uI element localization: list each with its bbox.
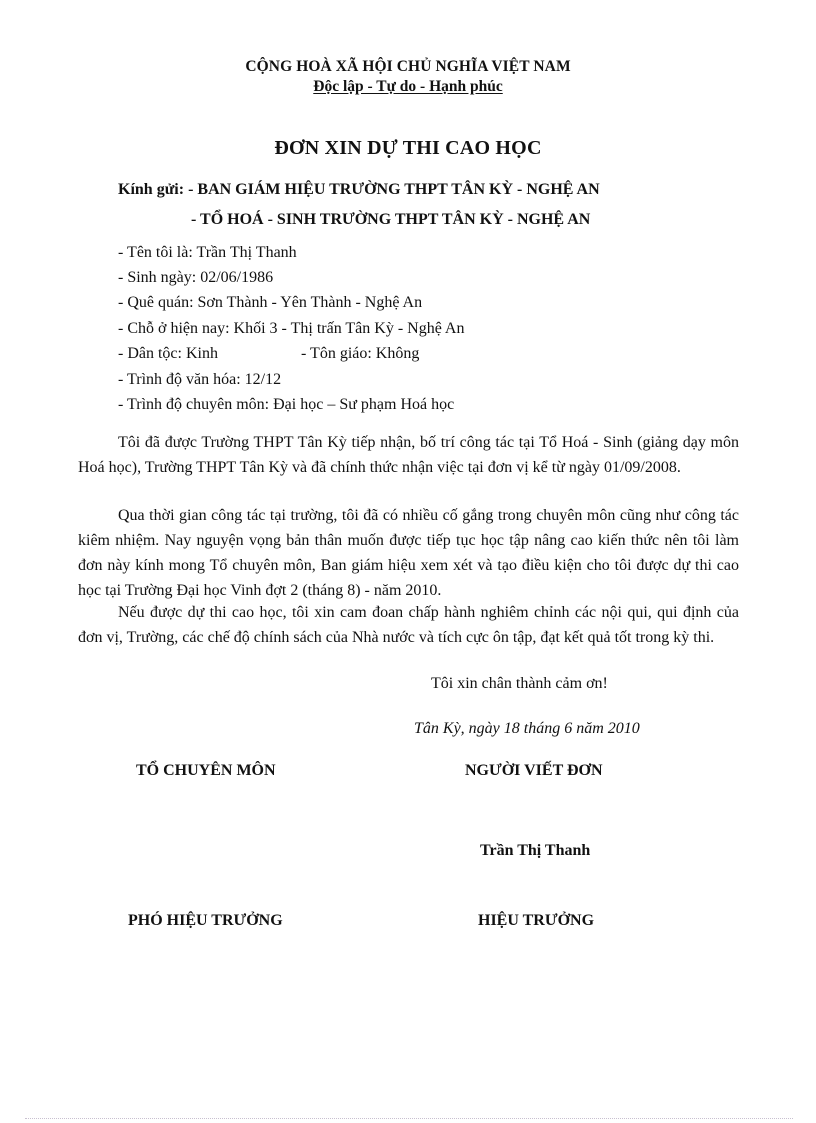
motto-text: Độc lập - Tự do - Hạnh phúc — [313, 78, 503, 95]
national-motto — [0, 78, 816, 96]
vice-principal-title: PHÓ HIỆU TRƯỞNG — [128, 912, 283, 929]
paragraph-2-text: Qua thời gian công tác tại trường, tôi đã có nhiều cố gắng trong chuyên môn cũng như công tác kiêm nhiệm. Nay nguyện vọng bản thân muốn được tiếp tục học tập nâng cao kiến thức nên tôi làm đơn này kính mong Tổ chuyên môn, Ban giám hiệu xem xét và tạo điều kiện cho tôi được dự thi cao học tại Trường Đại học Vinh đợt 2 (tháng 8) - năm 2010. — [78, 507, 739, 599]
department-head-title: TỔ CHUYÊN MÔN — [136, 762, 276, 779]
applicant-title: NGƯỜI VIẾT ĐƠN — [465, 762, 603, 779]
body-paragraph-2 — [78, 503, 739, 603]
body-paragraph-1 — [78, 430, 739, 480]
principal-title: HIỆU TRƯỞNG — [478, 912, 595, 929]
paragraph-1-text: Tôi đã được Trường THPT Tân Kỳ tiếp nhận, bố trí công tác tại Tổ Hoá - Sinh (giảng dạy môn Hoá học), Trường THPT Tân Kỳ và đã chính thức nhận việc tại đơn vị kể từ ngày 01/09/2008. — [78, 434, 739, 476]
recipient-line-1 — [118, 181, 600, 199]
info-residence: - Chỗ ở hiện nay: Khối 3 - Thị trấn Tân Kỳ - Nghệ An — [118, 320, 465, 337]
info-education-level: - Trình độ văn hóa: 12/12 — [118, 371, 282, 388]
body-paragraph-3 — [78, 600, 739, 650]
info-ethnicity-religion — [118, 344, 419, 364]
recipient-label: Kính gửi: — [118, 181, 185, 198]
info-religion: - Tôn giáo: Không — [301, 345, 420, 362]
applicant-name: Trần Thị Thanh — [480, 842, 591, 859]
recipient-line-2: - TỔ HOÁ - SINH TRƯỜNG THPT TÂN KỲ - NGHỆ AN — [191, 211, 591, 228]
recipient-school-board: - BAN GIÁM HIỆU TRƯỜNG THPT TÂN KỲ - NGHỆ AN — [188, 181, 600, 198]
closing-thanks: Tôi xin chân thành cảm ơn! — [431, 675, 608, 692]
info-professional-level: - Trình độ chuyên môn: Đại học – Sư phạm Hoá học — [118, 396, 455, 413]
info-ethnicity: - Dân tộc: Kinh — [118, 345, 218, 362]
paragraph-3-text: Nếu được dự thi cao học, tôi xin cam đoan chấp hành nghiêm chỉnh các nội qui, qui định của đơn vị, Trường, các chế độ chính sách của Nhà nước và tích cực ôn tập, đạt kết quả tốt trong kỳ thi. — [78, 604, 739, 646]
document-title: ĐƠN XIN DỰ THI CAO HỌC — [274, 137, 542, 159]
info-birth-date: - Sinh ngày: 02/06/1986 — [118, 269, 274, 286]
national-title: CỘNG HOÀ XÃ HỘI CHỦ NGHĨA VIỆT NAM — [245, 58, 571, 75]
page-bottom-edge — [25, 1118, 793, 1119]
place-date: Tân Kỳ, ngày 18 tháng 6 năm 2010 — [414, 720, 640, 737]
info-hometown: - Quê quán: Sơn Thành - Yên Thành - Nghệ An — [118, 294, 423, 311]
info-name: - Tên tôi là: Trần Thị Thanh — [118, 244, 297, 261]
